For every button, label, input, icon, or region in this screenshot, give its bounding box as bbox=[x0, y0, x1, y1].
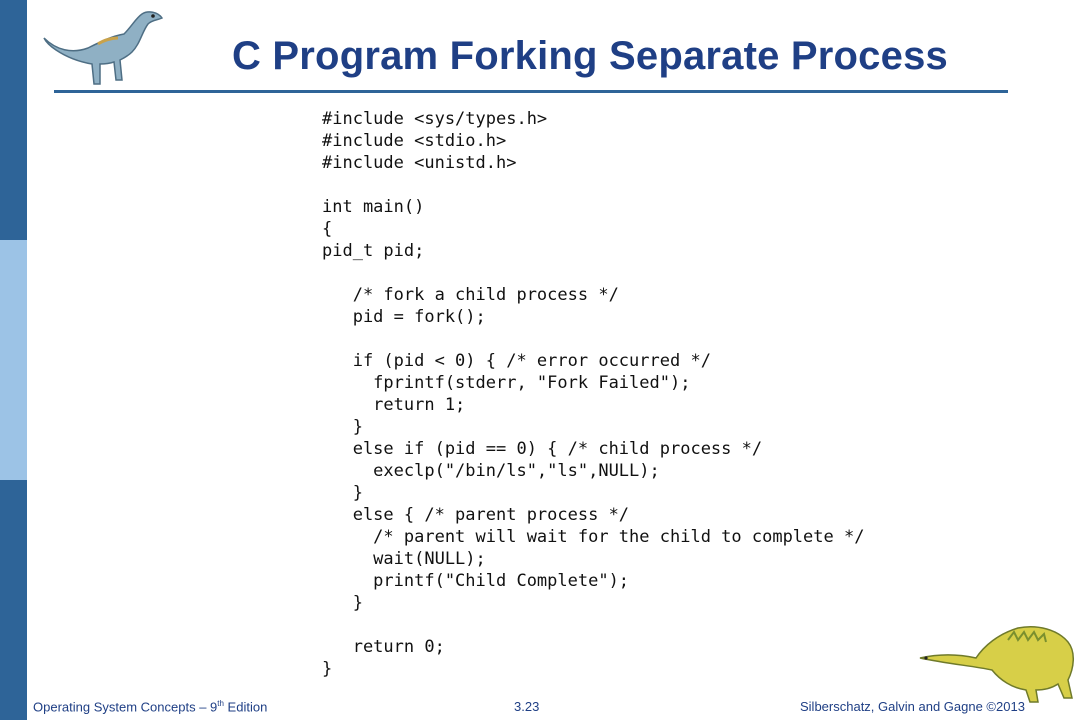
dinosaur-icon bbox=[918, 618, 1078, 704]
code-line: int main() bbox=[322, 197, 425, 217]
sidebar-band-top bbox=[0, 0, 27, 240]
title-divider bbox=[54, 90, 1008, 93]
code-line: wait(NULL); bbox=[322, 549, 486, 569]
code-line: pid_t pid; bbox=[322, 241, 425, 261]
code-line bbox=[322, 328, 864, 350]
book-title: Operating System Concepts – 9 bbox=[33, 699, 218, 715]
code-line: { bbox=[322, 219, 333, 239]
code-line: return 1; bbox=[322, 395, 466, 415]
book-edition-footer bbox=[33, 699, 267, 714]
edition-superscript: th bbox=[217, 699, 224, 708]
dinosaur-icon bbox=[38, 4, 166, 90]
code-line bbox=[322, 262, 864, 284]
slide-title: C Program Forking Separate Process bbox=[232, 34, 948, 78]
sidebar-band-middle bbox=[0, 240, 27, 480]
code-line: else { /* parent process */ bbox=[322, 505, 630, 525]
code-line: printf("Child Complete"); bbox=[322, 571, 630, 591]
code-line: /* parent will wait for the child to complete */ bbox=[322, 527, 865, 547]
edition-label: Edition bbox=[223, 699, 268, 715]
code-line: #include <sys/types.h> bbox=[322, 109, 548, 129]
code-line: else if (pid == 0) { /* child process */ bbox=[322, 439, 763, 459]
copyright-footer: Silberschatz, Galvin and Gagne ©2013 bbox=[800, 699, 1025, 714]
code-line: return 0; bbox=[322, 637, 445, 657]
code-line: #include <unistd.h> bbox=[322, 153, 517, 173]
page-number: 3.23 bbox=[514, 699, 540, 714]
code-line: } bbox=[322, 483, 363, 503]
code-line: pid = fork(); bbox=[322, 307, 486, 327]
code-line: } bbox=[322, 659, 333, 679]
code-listing bbox=[322, 108, 864, 680]
code-line: #include <stdio.h> bbox=[322, 131, 507, 151]
code-line bbox=[322, 174, 864, 196]
code-line: } bbox=[322, 417, 363, 437]
code-line: } bbox=[322, 593, 363, 613]
code-line bbox=[322, 614, 864, 636]
code-line: fprintf(stderr, "Fork Failed"); bbox=[322, 373, 691, 393]
code-line: execlp("/bin/ls","ls",NULL); bbox=[322, 461, 660, 481]
sidebar-band-bottom bbox=[0, 480, 27, 720]
code-line: if (pid < 0) { /* error occurred */ bbox=[322, 351, 711, 371]
code-line: /* fork a child process */ bbox=[322, 285, 619, 305]
